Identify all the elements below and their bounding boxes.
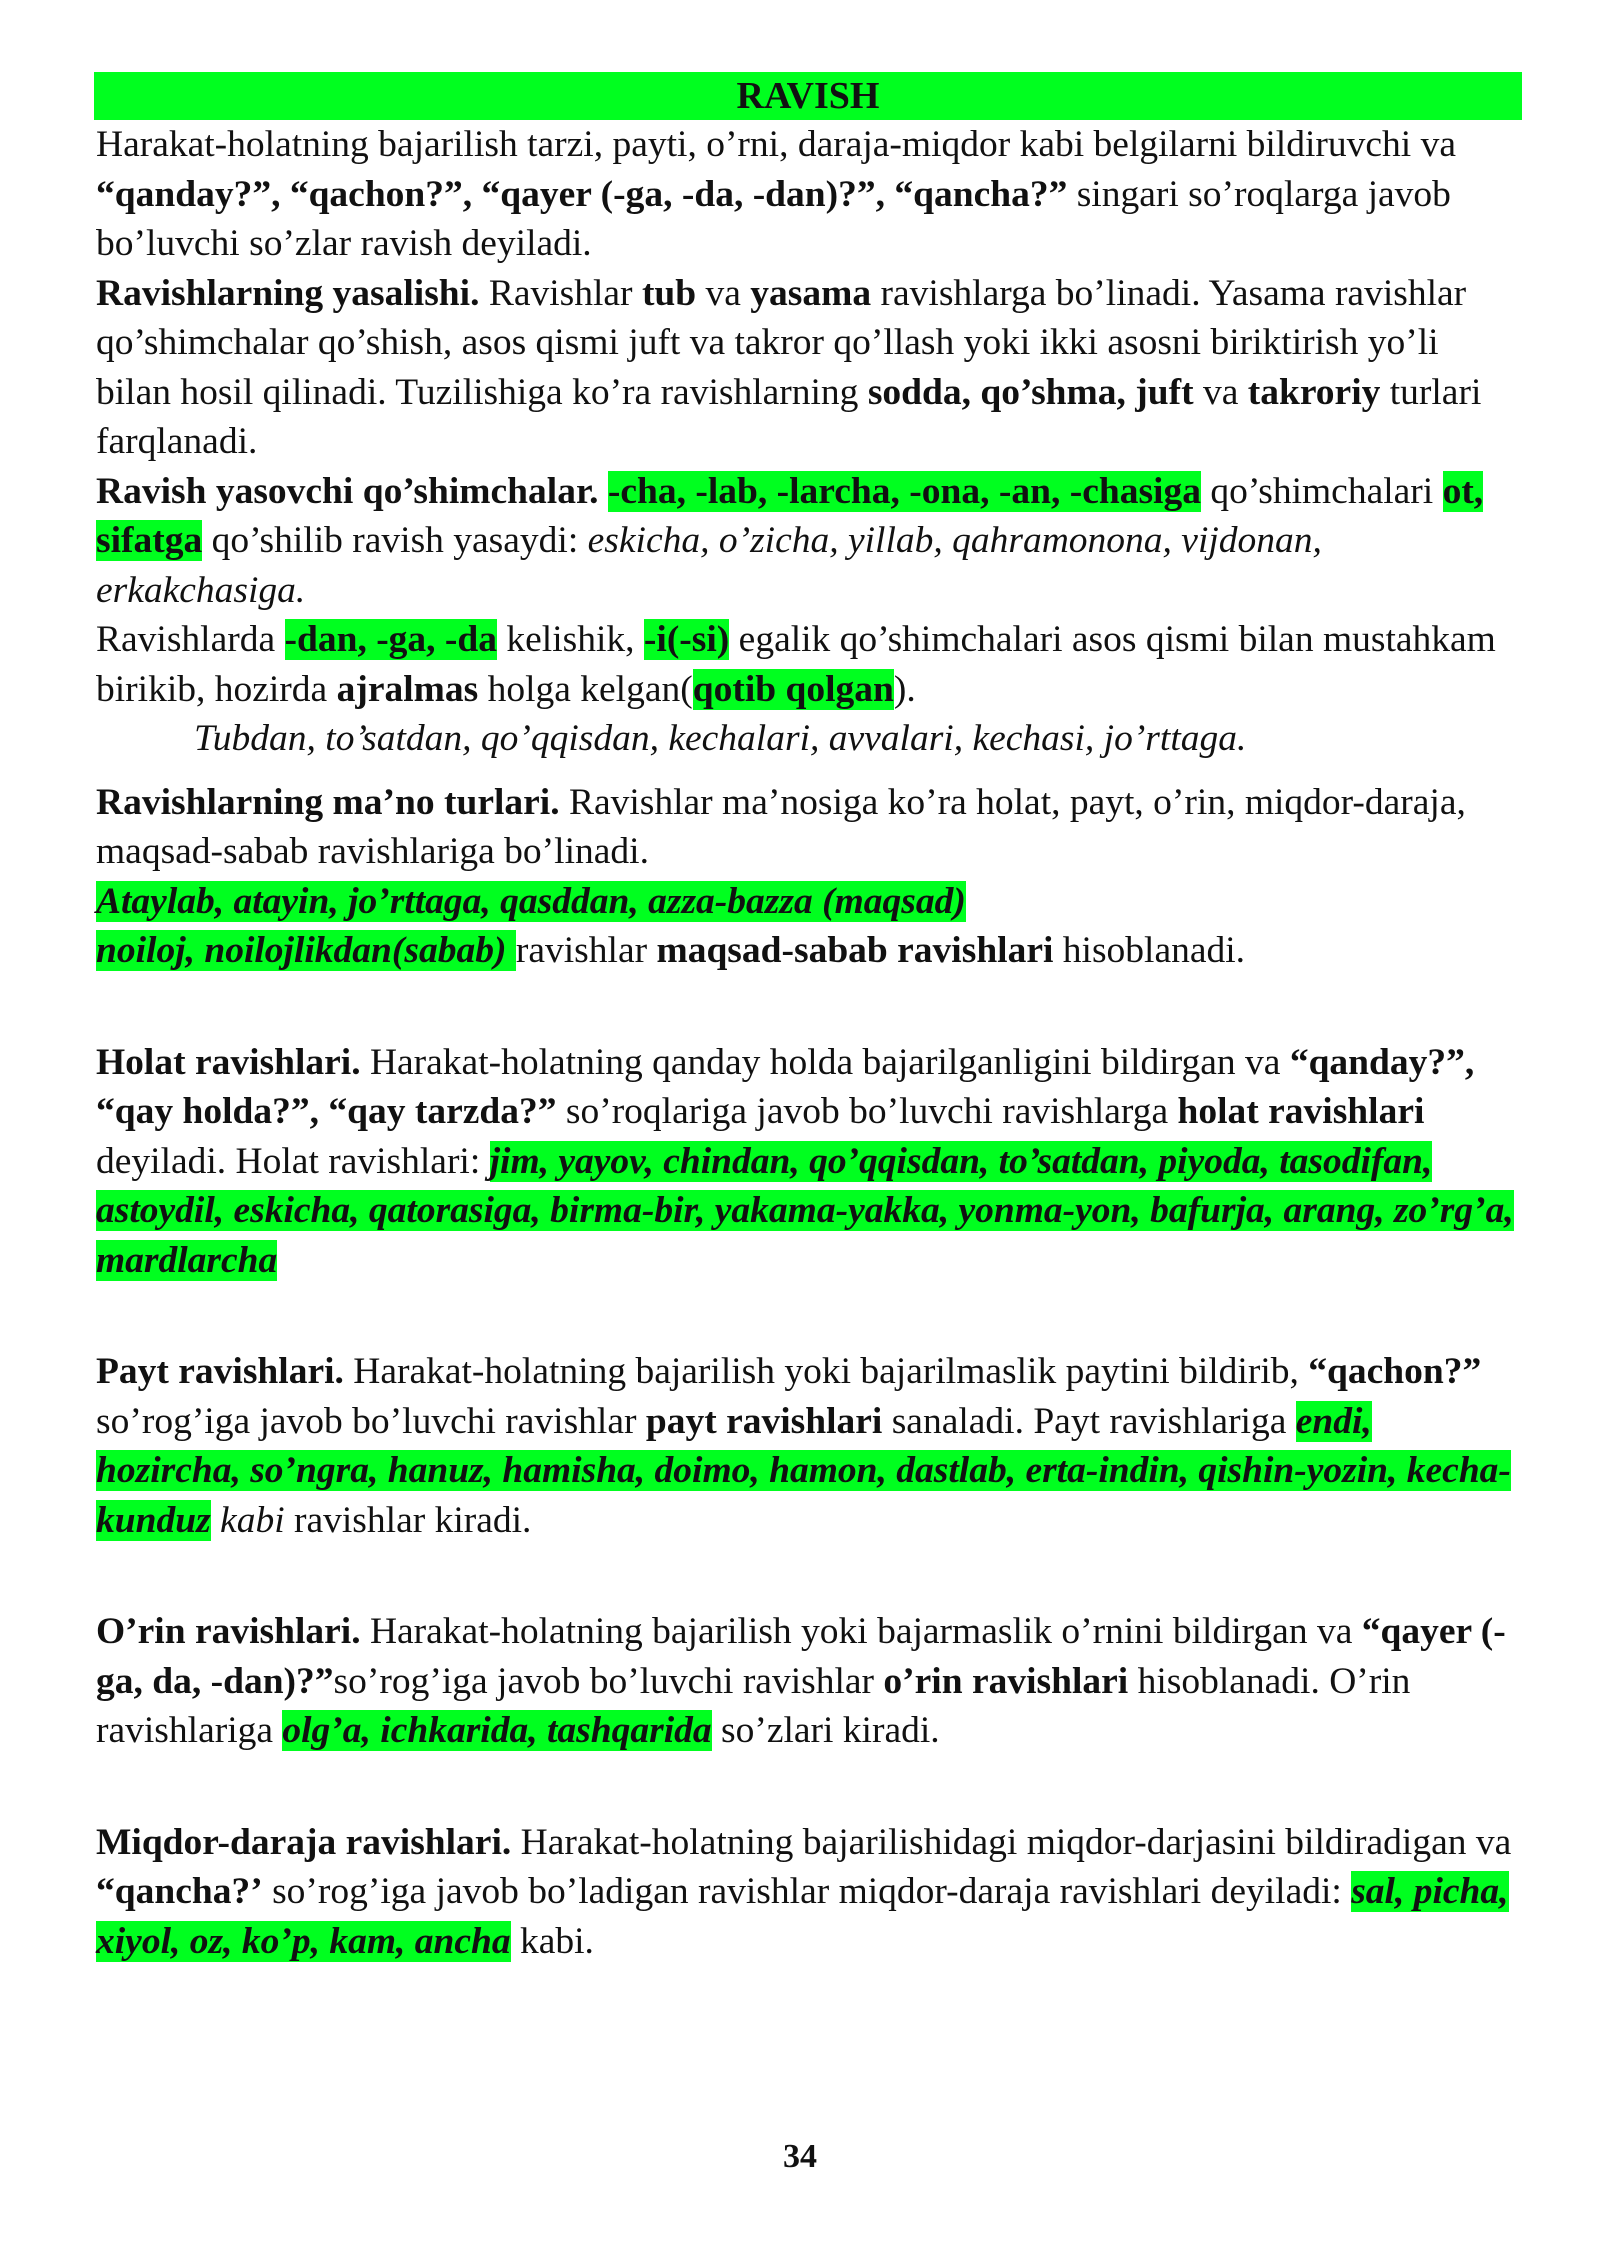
term-tub: tub <box>641 272 697 314</box>
holat-paragraph <box>96 1038 1520 1286</box>
highlight-orin-examples: olg’a, ichkarida, tashqarida <box>282 1710 712 1751</box>
yasovchi-paragraph <box>96 467 1520 616</box>
page-number: 34 <box>783 2138 817 2175</box>
orin-text: hisoblanadi. O’rin ravishlariga <box>96 1660 1411 1751</box>
ajralmas-examples <box>96 714 1520 764</box>
orin-text: Harakat-holatning bajarilish yoki bajarmaslik o’rnini bildirgan va <box>360 1611 1362 1652</box>
payt-text: so’rog’iga javob bo’luvchi ravishlar <box>96 1400 646 1442</box>
manoturlari-paragraph <box>96 778 1520 976</box>
intro-text-end: singari so’roqlarga javob bo’luvchi so’zlar ravish deyiladi. <box>96 173 1451 264</box>
spacer <box>96 1756 1520 1818</box>
miqdor-text: so’rog’iga javob bo’ladigan ravishlar miqdor-daraja ravishlari deyiladi: <box>262 1871 1352 1912</box>
miqdor-text: Harakat-holatning bajarilishidagi miqdor-darjasini bildiradigan va <box>511 1821 1512 1863</box>
yasalish-text: va <box>1193 371 1248 413</box>
manoturlari-text: hisoblanadi. <box>1053 930 1246 971</box>
holat-questions: “qanday?”, “qay holda?”, “qay tarzda?” <box>96 1041 1475 1132</box>
highlight-qotib-qolgan: qotib qolgan <box>692 668 894 710</box>
spacer <box>96 1545 1520 1607</box>
miqdor-heading: Miqdor-daraja ravishlari. <box>96 1821 512 1863</box>
orin-text: so’zlari kiradi. <box>711 1710 940 1751</box>
term-maqsad-sabab: maqsad-sabab ravishlari <box>656 930 1054 971</box>
spacer <box>96 976 1520 1038</box>
ajralmas-text: Ravishlarda <box>96 619 285 660</box>
manoturlari-text: Ravishlar ma’nosiga ko’ra holat, payt, o’rin, miqdor-daraja, maqsad-sabab ravishlariga bo’linadi. <box>96 781 1466 872</box>
payt-text: sanaladi. Payt ravishlariga <box>882 1400 1296 1442</box>
highlight-maqsad: Ataylab, atayin, jo’rttaga, qasddan, azza-bazza (maqsad) <box>96 880 966 922</box>
ajralmas-text: egalik qo’shimchalari asos qismi bilan mustahkam birikib, hozirda <box>96 619 1496 710</box>
highlight-holat-examples: jim, yayov, chindan, qo’qqisdan, to’satdan, piyoda, tasodifan, astoydil, eskicha, qatorasiga, birma-bir, yakama-yakka, yonma-yon, bafurja, arang, zo’rg’a, mardlarcha <box>96 1140 1514 1281</box>
payt-text: Harakat-holatning bajarilish yoki bajarilmaslik paytini bildirib, <box>343 1351 1309 1392</box>
yasovchi-text: qo’shimchalari <box>1200 470 1443 512</box>
yasovchi-heading: Ravish yasovchi qo’shimchalar. <box>96 470 599 512</box>
ajralmas-paragraph <box>96 615 1520 714</box>
yasalish-text: Ravishlar <box>479 272 642 314</box>
orin-paragraph <box>96 1607 1520 1756</box>
payt-text: ravishlar kiradi. <box>284 1499 532 1541</box>
miqdor-paragraph <box>96 1818 1520 1967</box>
orin-heading: O’rin ravishlari. <box>96 1611 361 1652</box>
term-types: sodda, qo’shma, juft <box>867 371 1194 413</box>
holat-text: so’roqlariga javob bo’luvchi ravishlarga <box>556 1091 1178 1132</box>
manoturlari-text: ravishlar <box>515 930 657 971</box>
yasalish-paragraph <box>96 269 1520 467</box>
highlight-possessive: -i(-si) <box>643 619 730 660</box>
term-yasama: yasama <box>750 272 872 314</box>
highlight-sabab: noiloj, noilojlikdan(sabab) <box>96 930 516 971</box>
intro-questions: “qanday?”, “qachon?”, “qayer (-ga, -da, -dan)?”, “qancha?” <box>96 173 1068 215</box>
intro-text: Harakat-holatning bajarilish tarzi, payti, o’rni, daraja-miqdor kabi belgilarni bildiruvchi va <box>96 124 1456 165</box>
ajralmas-text: kelishik, <box>497 619 644 660</box>
intro-paragraph <box>96 120 1520 269</box>
yasalish-text: turlari farqlanadi. <box>96 371 1482 462</box>
payt-kabi: kabi <box>210 1499 285 1541</box>
highlight-suffixes: -cha, -lab, -larcha, -ona, -an, -chasiga <box>607 470 1201 512</box>
payt-paragraph <box>96 1347 1520 1545</box>
spacer <box>96 764 1520 778</box>
term-orin: o’rin ravishlari <box>883 1660 1129 1702</box>
yasalish-heading: Ravishlarning yasalishi. <box>96 272 480 314</box>
highlight-payt-examples: endi, hozircha, so’ngra, hanuz, hamisha, doimo, hamon, dastlab, erta-indin, qishin-yozin, kecha-kunduz <box>96 1400 1511 1541</box>
ajralmas-text: holga kelgan( <box>478 668 693 710</box>
orin-question: “qayer (-ga, da, -dan)?” <box>96 1611 1506 1702</box>
yasovchi-examples: eskicha, o’zicha, yillab, qahramonona, vijdonan, erkakchasiga. <box>96 520 1322 611</box>
highlight-case-suffixes: -dan, -ga, -da <box>284 619 498 660</box>
space <box>599 471 608 512</box>
yasovchi-text: qo’shilib ravish yasaydi: <box>202 520 588 561</box>
manoturlari-heading: Ravishlarning ma’no turlari. <box>96 781 560 823</box>
payt-heading: Payt ravishlari. <box>96 1351 344 1392</box>
page-title: RAVISH <box>94 72 1522 120</box>
ajralmas-example-text: Tubdan, to’satdan, qo’qqisdan, kechalari, avvalari, kechasi, jo’rttaga. <box>194 718 1247 759</box>
holat-text: Harakat-holatning qanday holda bajarilganligini bildirgan va <box>360 1041 1290 1083</box>
spacer <box>96 1285 1520 1347</box>
term-takroriy: takroriy <box>1247 371 1381 413</box>
term-holat: holat ravishlari <box>1177 1091 1425 1132</box>
yasalish-text: va <box>696 272 751 314</box>
ajralmas-text: ). <box>893 668 916 710</box>
term-ajralmas: ajralmas <box>336 668 479 710</box>
highlight-ot-sifat: ot, sifatga <box>96 470 1484 561</box>
document-page <box>96 72 1520 1966</box>
holat-text: deyiladi. Holat ravishlari: <box>96 1140 490 1182</box>
yasalish-text: ravishlarga bo’linadi. Yasama ravishlar qo’shimchalar qo’shish, asos qismi juft va takror qo’llash yoki ikki asosni biriktirish yo’li bilan hosil qilinadi. Tuzilishiga ko’ra ravishlarning <box>96 272 1467 413</box>
orin-text: so’rog’iga javob bo’luvchi ravishlar <box>333 1660 884 1702</box>
highlight-miqdor-examples: sal, picha, xiyol, oz, ko’p, kam, ancha <box>96 1871 1509 1962</box>
holat-heading: Holat ravishlari. <box>96 1041 361 1083</box>
miqdor-text: kabi. <box>510 1920 594 1962</box>
miqdor-question: “qancha?’ <box>96 1871 263 1912</box>
payt-question: “qachon?” <box>1308 1351 1482 1392</box>
term-payt: payt ravishlari <box>645 1400 883 1442</box>
